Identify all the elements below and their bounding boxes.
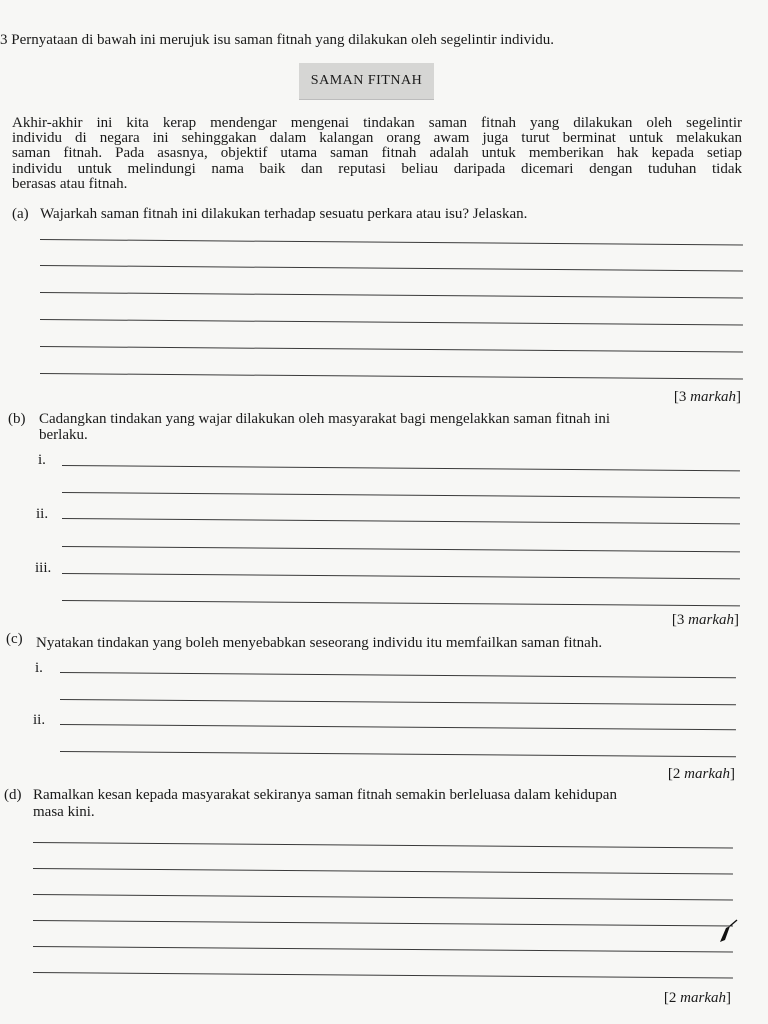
answer-line-b5[interactable] (62, 573, 740, 580)
question-a-label: (a) (12, 206, 29, 222)
answer-line-c1[interactable] (60, 672, 736, 679)
answer-line-a1[interactable] (40, 239, 743, 246)
item-b-iii: iii. (35, 560, 52, 576)
passage-paragraph (12, 116, 742, 192)
topic-banner (299, 63, 434, 100)
question-d-text-line2: masa kini. (33, 804, 95, 820)
marks-d: [2 markah] (663, 990, 731, 1006)
item-c-ii: ii. (33, 712, 46, 728)
answer-line-b2[interactable] (62, 492, 740, 499)
marks-b: [3 markah] (671, 612, 739, 628)
question-b-label: (b) (8, 411, 26, 427)
marks-a: [3 markah] (673, 389, 741, 405)
passage-line: individu di negara ini sehinggakan dalam kalangan orang awam juga turut berminat untuk melakukan (12, 130, 742, 147)
question-a-text: Wajarkah saman fitnah ini dilakukan terhadap sesuatu perkara atau isu? Jelaskan. (40, 206, 528, 222)
answer-line-d1[interactable] (33, 842, 733, 849)
answer-line-a5[interactable] (40, 346, 743, 353)
question-intro: 3 Pernyataan di bawah ini merujuk isu saman fitnah yang dilakukan oleh segelintir individu. (0, 32, 555, 48)
answer-line-d2[interactable] (33, 868, 733, 875)
question-b-text-line2: berlaku. (39, 427, 88, 443)
answer-line-d3[interactable] (33, 894, 733, 901)
answer-line-d4[interactable] (33, 920, 733, 927)
passage-line: saman fitnah. Pada asasnya, objektif utama saman fitnah adalah untuk memberikan hak kepada setiap (12, 145, 742, 162)
item-b-ii: ii. (36, 506, 49, 522)
passage-line: Akhir-akhir ini kita kerap mendengar mengenai tindakan saman fitnah yang dilakukan oleh segelintir (12, 115, 742, 131)
item-c-i: i. (35, 660, 43, 676)
answer-line-a3[interactable] (40, 292, 743, 299)
question-c-label: (c) (6, 631, 23, 647)
passage-line: berasas atau fitnah. (12, 175, 128, 192)
answer-line-b1[interactable] (62, 465, 740, 472)
item-b-i: i. (38, 452, 46, 468)
question-b-text-line1: Cadangkan tindakan yang wajar dilakukan oleh masyarakat bagi mengelakkan saman fitnah ini (39, 411, 611, 427)
answer-line-b3[interactable] (62, 518, 740, 525)
question-d-label: (d) (4, 787, 22, 803)
answer-line-d6[interactable] (33, 972, 733, 979)
answer-line-a4[interactable] (40, 319, 743, 326)
answer-line-c2[interactable] (60, 699, 736, 706)
answer-line-b4[interactable] (62, 546, 740, 553)
marks-c: [2 markah] (667, 766, 735, 782)
answer-line-c4[interactable] (60, 751, 736, 758)
question-c-text: Nyatakan tindakan yang boleh menyebabkan seseorang individu itu memfailkan saman fitnah. (36, 635, 603, 651)
answer-line-a6[interactable] (40, 373, 743, 380)
passage-line: individu untuk melindungi nama baik dan reputasi beliau daripada dicemari dengan tuduhan tidak (12, 160, 742, 177)
answer-line-a2[interactable] (40, 265, 743, 272)
answer-line-c3[interactable] (60, 724, 736, 731)
question-d-text-line1: Ramalkan kesan kepada masyarakat sekiranya saman fitnah semakin berleluasa dalam kehidupan (33, 787, 617, 803)
answer-line-b6[interactable] (62, 600, 740, 607)
answer-line-d5[interactable] (33, 946, 733, 953)
topic-banner-label: SAMAN FITNAH (310, 73, 423, 88)
pen-mark-icon (716, 918, 740, 946)
